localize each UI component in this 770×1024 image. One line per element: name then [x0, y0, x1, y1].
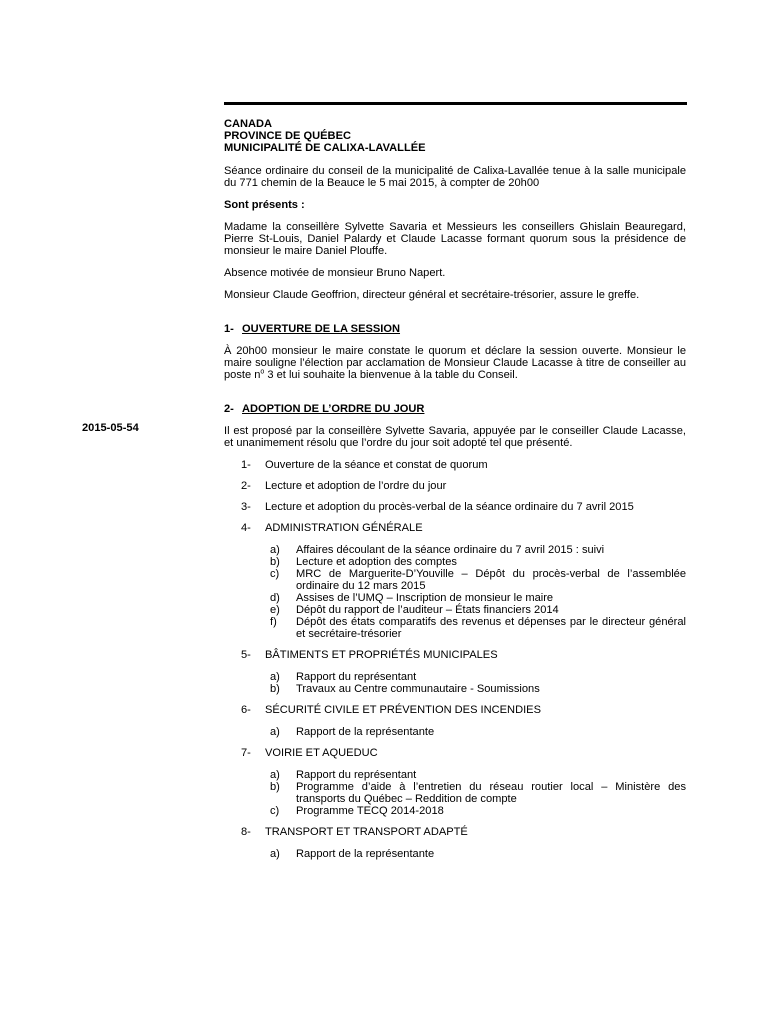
agenda-item [224, 826, 686, 860]
agenda-subitem-text: Rapport du représentant [296, 769, 417, 781]
section-1-number: 1- [224, 323, 234, 335]
agenda-subitem-text: Travaux au Centre communautaire - Soumissions [296, 683, 540, 695]
section-1-text-sup: o [260, 368, 265, 376]
agenda-subitem-text: Programme TECQ 2014-2018 [296, 805, 444, 817]
agenda-subitem [224, 683, 686, 695]
agenda-item-row [224, 480, 686, 492]
agenda-item-text: VOIRIE ET AQUEDUC [265, 747, 378, 759]
header-municipality: MUNICIPALITÉ DE CALIXA-LAVALLÉE [224, 142, 426, 154]
header-rule [224, 102, 687, 105]
agenda-subitem-text: Programme d’aide à l’entretien du réseau routier local – Ministère des transports du Québec – Reddition de compte [296, 781, 686, 805]
agenda-subitem-letter: a) [270, 726, 280, 738]
agenda-item-text: TRANSPORT ET TRANSPORT ADAPTÉ [265, 826, 468, 838]
agenda-item-text: SÉCURITÉ CIVILE ET PRÉVENTION DES INCENDIES [265, 704, 541, 716]
agenda-item-text: Lecture et adoption de l’ordre du jour [265, 480, 447, 492]
agenda-subitem [224, 616, 686, 640]
agenda-item-number: 6- [241, 704, 251, 716]
agenda-subitem-text: Assises de l’UMQ – Inscription de monsieur le maire [296, 592, 554, 604]
agenda-item-number: 7- [241, 747, 251, 759]
agenda-subitem-letter: b) [270, 781, 280, 793]
agenda-subitem-letter: b) [270, 683, 280, 695]
agenda-subitem [224, 726, 686, 738]
main-column [224, 118, 686, 860]
agenda-sublist [224, 769, 686, 817]
resolution-number: 2015-05-54 [82, 422, 139, 434]
agenda-subitem [224, 544, 686, 556]
agenda-item-number: 3- [241, 501, 251, 513]
agenda-subitem-text: Rapport de la représentante [296, 726, 435, 738]
agenda-subitem-letter: a) [270, 848, 280, 860]
agenda-sublist [224, 544, 686, 640]
agenda-subitem [224, 604, 686, 616]
agenda-item-row [224, 747, 686, 759]
present-heading: Sont présents : [224, 199, 305, 211]
section-1-heading: OUVERTURE DE LA SESSION [242, 323, 401, 335]
agenda-subitem [224, 556, 686, 568]
agenda-subitem-text: Dépôt des états comparatifs des revenus et dépenses par le directeur général et secrétaire-trésorier [296, 616, 686, 640]
agenda-subitem-text: Rapport de la représentante [296, 848, 435, 860]
agenda-subitem [224, 781, 686, 805]
section-1-title [224, 323, 686, 335]
agenda-item-number: 2- [241, 480, 251, 492]
agenda-subitem-text: Rapport du représentant [296, 671, 417, 683]
agenda-subitem-text: Affaires découlant de la séance ordinaire du 7 avril 2015 : suivi [296, 544, 605, 556]
agenda-subitem-letter: f) [270, 616, 277, 628]
header-province: PROVINCE DE QUÉBEC [224, 130, 351, 142]
agenda-subitem-text: MRC de Marguerite-D’Youville – Dépôt du procès-verbal de l’assemblée ordinaire du 12 mars 2015 [296, 568, 686, 592]
agenda-subitem-letter: d) [270, 592, 280, 604]
present-paragraph: Madame la conseillère Sylvette Savaria et Messieurs les conseillers Ghislain Beauregard, Pierre St-Louis, Daniel Palardy et Claude Lacasse formant quorum sous la présidence de monsieur le maire Daniel Plouffe. [224, 221, 686, 257]
section-1-paragraph [224, 345, 686, 381]
agenda-item-row [224, 704, 686, 716]
agenda-sublist [224, 726, 686, 738]
secretary-paragraph: Monsieur Claude Geoffrion, directeur général et secrétaire-trésorier, assure le greffe. [224, 289, 640, 301]
agenda-subitem [224, 671, 686, 683]
agenda-item-row [224, 501, 686, 513]
agenda-subitem-letter: a) [270, 671, 280, 683]
section-2-paragraph: Il est proposé par la conseillère Sylvette Savaria, appuyée par le conseiller Claude Lacasse, et unanimement résolu que l’ordre du jour soit adopté tel que présenté. [224, 425, 686, 449]
agenda-subitem-text: Lecture et adoption des comptes [296, 556, 457, 568]
agenda-item [224, 747, 686, 817]
agenda-item-row [224, 649, 686, 661]
agenda-sublist [224, 671, 686, 695]
agenda-item-row [224, 522, 686, 534]
agenda-subitem-text: Dépôt du rapport de l’auditeur – États financiers 2014 [296, 604, 559, 616]
section-2-heading: ADOPTION DE L’ORDRE DU JOUR [242, 403, 425, 415]
header-block [224, 118, 686, 154]
agenda-item-text: Lecture et adoption du procès-verbal de la séance ordinaire du 7 avril 2015 [265, 501, 634, 513]
agenda-subitem [224, 769, 686, 781]
agenda-subitem [224, 848, 686, 860]
agenda-item [224, 704, 686, 738]
agenda-item [224, 480, 686, 492]
agenda-item-text: BÂTIMENTS ET PROPRIÉTÉS MUNICIPALES [265, 649, 498, 661]
agenda-item-row [224, 459, 686, 471]
agenda-item-number: 4- [241, 522, 251, 534]
agenda-item [224, 649, 686, 695]
agenda-list [224, 459, 686, 860]
agenda-item-number: 8- [241, 826, 251, 838]
agenda-subitem-letter: b) [270, 556, 280, 568]
agenda-subitem-letter: c) [270, 805, 280, 817]
agenda-subitem [224, 568, 686, 592]
section-1-text-a: À 20h00 monsieur le maire constate le quorum et déclare la session ouverte. Monsieur le maire souligne l’élection par acclamation de Monsieur Claude Lacasse à titre de conseiller au poste n [224, 345, 686, 381]
agenda-item-number: 5- [241, 649, 251, 661]
agenda-subitem-letter: a) [270, 769, 280, 781]
agenda-item [224, 522, 686, 640]
agenda-item [224, 459, 686, 471]
agenda-subitem-letter: a) [270, 544, 280, 556]
agenda-item [224, 501, 686, 513]
agenda-subitem [224, 592, 686, 604]
agenda-item-text: ADMINISTRATION GÉNÉRALE [265, 522, 423, 534]
header-country: CANADA [224, 118, 273, 130]
agenda-sublist [224, 848, 686, 860]
section-1-text-b: 3 et lui souhaite la bienvenue à la table du Conseil. [264, 369, 518, 381]
session-paragraph: Séance ordinaire du conseil de la municipalité de Calixa-Lavallée tenue à la salle municipale du 771 chemin de la Beauce le 5 mai 2015, à compter de 20h00 [224, 165, 686, 189]
agenda-item-row [224, 826, 686, 838]
agenda-item-text: Ouverture de la séance et constat de quorum [265, 459, 488, 471]
section-2-number: 2- [224, 403, 234, 415]
agenda-subitem [224, 805, 686, 817]
agenda-item-number: 1- [241, 459, 251, 471]
agenda-subitem-letter: e) [270, 604, 280, 616]
absence-paragraph: Absence motivée de monsieur Bruno Napert. [224, 267, 446, 279]
section-2-title [224, 403, 686, 415]
agenda-subitem-letter: c) [270, 568, 280, 580]
